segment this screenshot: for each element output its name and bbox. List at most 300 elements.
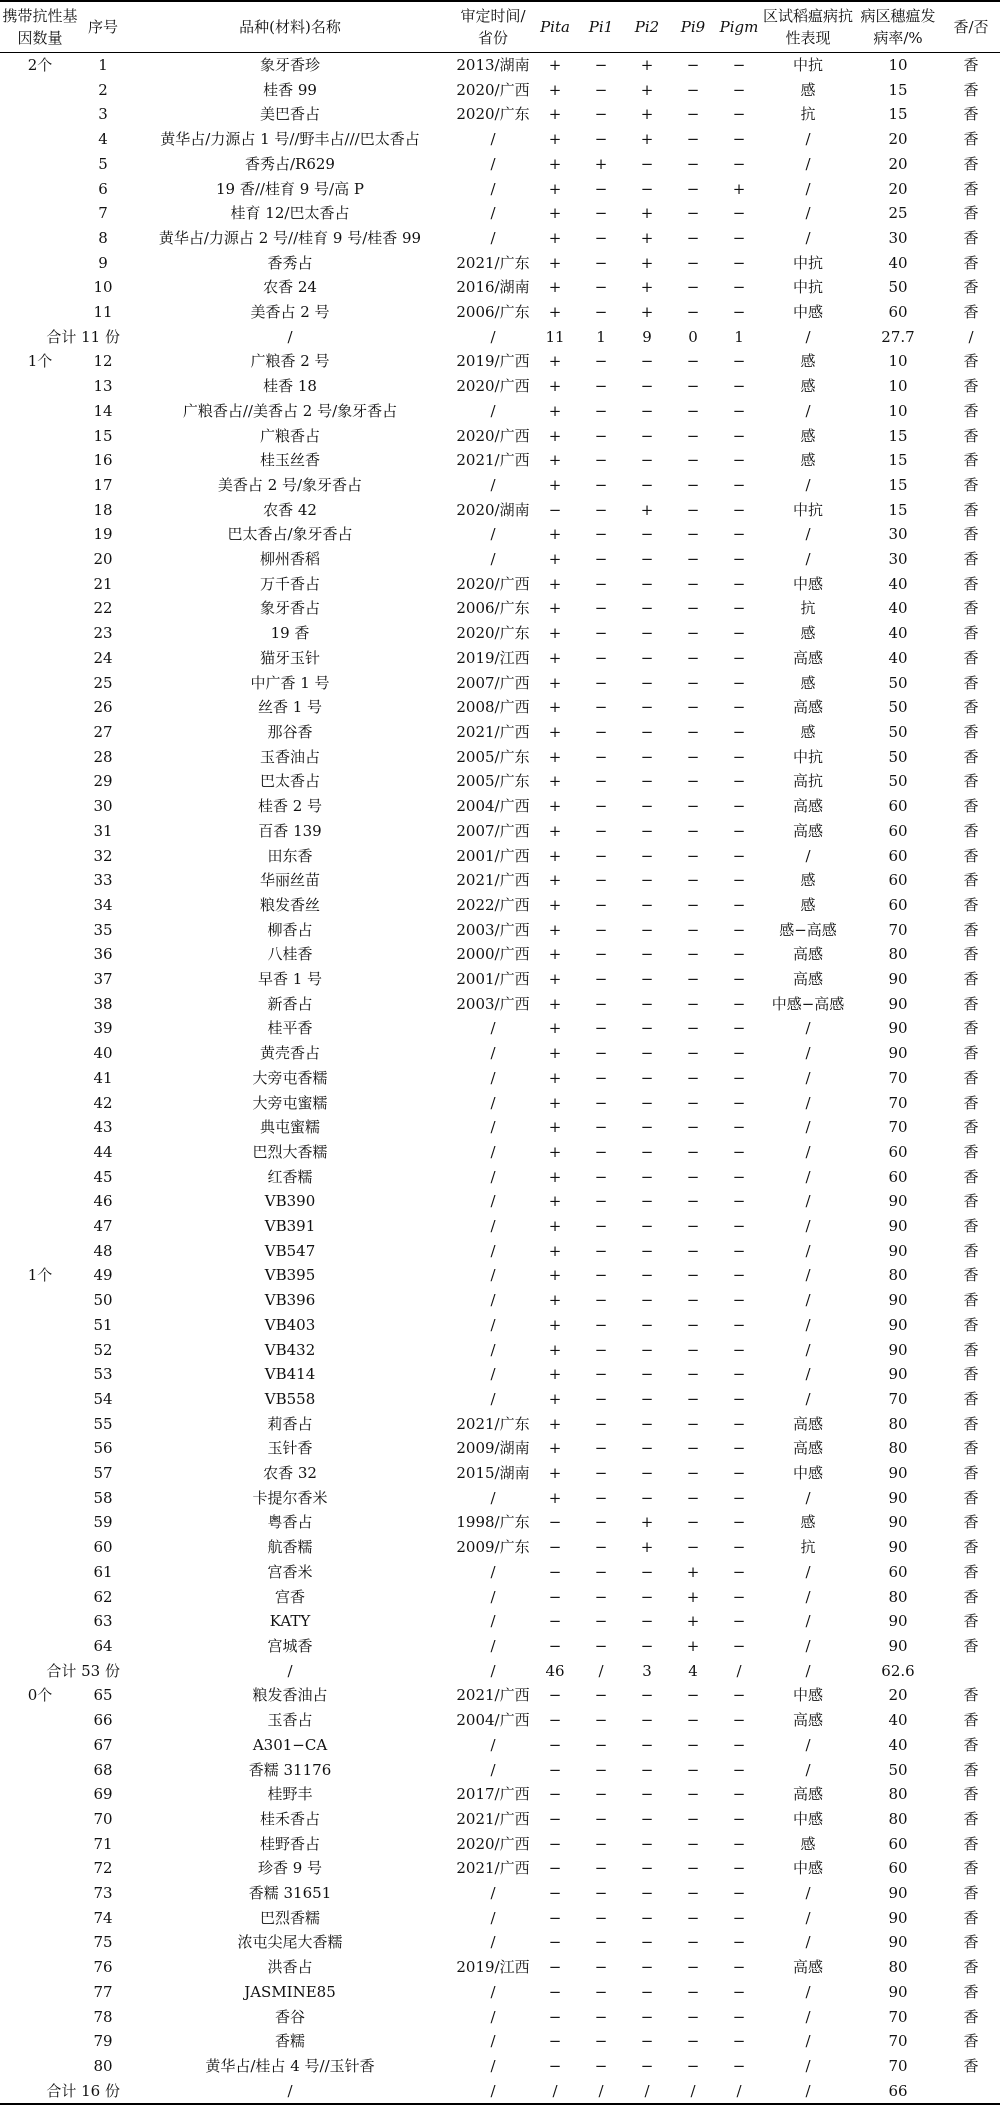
pi1-cell: − bbox=[594, 1587, 608, 1606]
serial-number-cell: 2 bbox=[98, 80, 108, 99]
pi2-cell: − bbox=[640, 377, 654, 396]
pi9-cell: − bbox=[686, 945, 700, 964]
approval-year-province: / bbox=[490, 1488, 496, 1507]
pita-cell: 11 bbox=[545, 327, 565, 346]
pi2-cell: − bbox=[640, 179, 654, 198]
gene-count-cell bbox=[0, 695, 80, 720]
pi1-cell: − bbox=[594, 1389, 608, 1408]
incidence-cell: 20 bbox=[888, 179, 908, 198]
gene-count-cell bbox=[0, 745, 80, 770]
blast-resistance-cell: 感 bbox=[800, 377, 816, 396]
pita-cell: + bbox=[548, 80, 562, 99]
blast-resistance-cell: 中感 bbox=[792, 303, 823, 322]
pita-cell: + bbox=[548, 228, 562, 247]
serial-number-cell: 29 bbox=[93, 772, 113, 791]
variety-name: VB391 bbox=[264, 1217, 316, 1236]
variety-name: 巴太香占 bbox=[259, 772, 320, 791]
incidence-cell: 30 bbox=[888, 550, 908, 569]
fragrance-cell: / bbox=[968, 327, 974, 346]
incidence-cell: 70 bbox=[888, 1068, 908, 1087]
pi2-cell: − bbox=[640, 599, 654, 618]
variety-name: 猫牙玉针 bbox=[259, 648, 320, 667]
variety-name: 丝香 1 号 bbox=[257, 698, 323, 717]
approval-year-province: / bbox=[490, 1118, 496, 1137]
variety-name: / bbox=[126, 2079, 454, 2105]
fragrance-cell: 香 bbox=[963, 1389, 979, 1408]
pi2-cell: − bbox=[640, 1562, 654, 1581]
fragrance-cell: 香 bbox=[963, 945, 979, 964]
approval-year-province: 2001/广西 bbox=[456, 846, 530, 865]
serial-number-cell: 54 bbox=[93, 1389, 113, 1408]
pi2-cell: − bbox=[640, 722, 654, 741]
table-row bbox=[0, 1239, 1000, 1264]
table-row bbox=[0, 498, 1000, 523]
blast-resistance-cell: / bbox=[805, 1019, 811, 1038]
gene-count-cell bbox=[0, 1807, 80, 1832]
incidence-cell: 90 bbox=[888, 1513, 908, 1532]
incidence-cell: 80 bbox=[888, 1587, 908, 1606]
blast-resistance-cell: / bbox=[805, 204, 811, 223]
gene-count-cell bbox=[0, 572, 80, 597]
fragrance-cell: 香 bbox=[963, 871, 979, 890]
fragrance-cell: 香 bbox=[963, 994, 979, 1013]
pi2-cell: − bbox=[640, 1068, 654, 1087]
pi2-cell: − bbox=[640, 1019, 654, 1038]
variety-name: VB432 bbox=[264, 1340, 316, 1359]
serial-number-cell: 61 bbox=[93, 1562, 113, 1581]
pi2-cell: − bbox=[640, 920, 654, 939]
pi1-cell: − bbox=[594, 253, 608, 272]
blast-resistance-cell: 感 bbox=[800, 871, 816, 890]
incidence-cell: 30 bbox=[888, 228, 908, 247]
variety-name: 桂野丰 bbox=[267, 1785, 313, 1804]
serial-number-cell: 78 bbox=[93, 2007, 113, 2026]
fragrance-cell: 香 bbox=[963, 624, 979, 643]
pigm-cell: − bbox=[732, 500, 746, 519]
blast-resistance-cell: / bbox=[805, 2056, 811, 2075]
subtotal-row bbox=[0, 2079, 1000, 2105]
incidence-cell: 90 bbox=[888, 1933, 908, 1952]
pigm-cell: − bbox=[732, 525, 746, 544]
blast-resistance-cell: 高感 bbox=[792, 698, 823, 717]
pi2-cell: + bbox=[640, 56, 654, 74]
serial-number-cell: 39 bbox=[93, 1019, 113, 1038]
pi1-cell: − bbox=[594, 80, 608, 99]
fragrance-cell: 香 bbox=[963, 550, 979, 569]
incidence-cell: 80 bbox=[888, 1439, 908, 1458]
pita-cell: + bbox=[548, 747, 562, 766]
gene-count-cell bbox=[0, 844, 80, 869]
pi9-cell: − bbox=[686, 624, 700, 643]
blast-resistance-cell: 抗 bbox=[800, 1538, 816, 1557]
incidence-cell: 90 bbox=[888, 1908, 908, 1927]
pita-cell: − bbox=[548, 1834, 562, 1853]
incidence-cell: 50 bbox=[888, 722, 908, 741]
pi1-cell: − bbox=[594, 1019, 608, 1038]
pita-cell: − bbox=[548, 1686, 562, 1705]
pi9-cell: − bbox=[686, 1291, 700, 1310]
variety-name: 美香占 2 号/象牙香占 bbox=[217, 475, 363, 494]
incidence-cell: 10 bbox=[888, 56, 908, 74]
approval-year-province: / bbox=[490, 130, 496, 149]
serial-number-cell: 27 bbox=[93, 722, 113, 741]
pi9-cell: − bbox=[686, 574, 700, 593]
blast-resistance-cell: / bbox=[805, 1637, 811, 1655]
pigm-cell: − bbox=[732, 1637, 746, 1655]
variety-name: 广粮香占//美香占 2 号/象牙香占 bbox=[182, 401, 398, 420]
blast-resistance-cell: 抗 bbox=[800, 105, 816, 124]
fragrance-cell: 香 bbox=[963, 1142, 979, 1161]
pi1-cell: − bbox=[594, 1785, 608, 1804]
approval-year-province: 2009/湖南 bbox=[456, 1439, 530, 1458]
fragrance-cell: 香 bbox=[963, 1735, 979, 1754]
approval-year-province: / bbox=[490, 1562, 496, 1581]
approval-year-province: 1998/广东 bbox=[456, 1513, 530, 1532]
blast-resistance-cell: 中抗 bbox=[792, 278, 823, 297]
pi1-cell: − bbox=[594, 1760, 608, 1779]
blast-resistance-cell: 高感 bbox=[792, 970, 823, 989]
pita-cell: + bbox=[548, 1217, 562, 1236]
serial-number-cell: 80 bbox=[93, 2056, 113, 2075]
pi1-cell: − bbox=[594, 2056, 608, 2075]
pita-cell: − bbox=[548, 2007, 562, 2026]
pi9-cell: − bbox=[686, 1365, 700, 1384]
pi1-cell: − bbox=[594, 673, 608, 692]
variety-name: 美香占 2 号 bbox=[250, 303, 330, 322]
pi1-cell: − bbox=[594, 920, 608, 939]
pigm-cell: − bbox=[732, 1044, 746, 1063]
pi1-cell: − bbox=[594, 451, 608, 470]
pi9-cell: − bbox=[686, 401, 700, 420]
pi2-cell: 3 bbox=[642, 1661, 652, 1680]
blast-resistance-cell: 高感 bbox=[792, 1439, 823, 1458]
table-row bbox=[0, 893, 1000, 918]
variety-name: 黄华占/力源占 1 号//野丰占///巴太香占 bbox=[160, 130, 420, 149]
variety-name: 玉香占 bbox=[267, 1711, 313, 1730]
header-blast-resistance: 区试稻瘟病抗性表现 bbox=[762, 1, 854, 53]
table-row bbox=[0, 1758, 1000, 1783]
pi1-cell: − bbox=[594, 1686, 608, 1705]
table-row bbox=[0, 1091, 1000, 1116]
incidence-cell: 90 bbox=[888, 1241, 908, 1260]
table-row bbox=[0, 1955, 1000, 1980]
header-variety-name: 品种(材料)名称 bbox=[126, 1, 454, 53]
pi1-cell: − bbox=[594, 1488, 608, 1507]
fragrance-cell: 香 bbox=[963, 772, 979, 791]
pi9-cell: − bbox=[686, 1340, 700, 1359]
pi2-cell: − bbox=[640, 1686, 654, 1705]
table-row bbox=[0, 621, 1000, 646]
pigm-cell: − bbox=[732, 303, 746, 322]
pi2-cell: − bbox=[640, 1118, 654, 1137]
pi9-cell: − bbox=[686, 2032, 700, 2051]
pita-cell: + bbox=[548, 1044, 562, 1063]
table-row bbox=[0, 226, 1000, 251]
fragrance-cell bbox=[942, 1659, 1000, 1684]
pita-cell: − bbox=[548, 1735, 562, 1754]
pi9-cell: − bbox=[686, 154, 700, 173]
incidence-cell: 60 bbox=[888, 846, 908, 865]
serial-number-cell: 1 bbox=[98, 56, 108, 74]
pigm-cell: 1 bbox=[734, 327, 744, 346]
approval-year-province: 2017/广西 bbox=[456, 1785, 530, 1804]
table-row bbox=[0, 745, 1000, 770]
pita-cell: + bbox=[548, 1192, 562, 1211]
pi2-cell: − bbox=[640, 772, 654, 791]
pi1-cell: − bbox=[594, 970, 608, 989]
approval-year-province: / bbox=[490, 1266, 496, 1285]
pita-cell: + bbox=[548, 475, 562, 494]
table-row bbox=[0, 1634, 1000, 1659]
pi9-cell: − bbox=[686, 550, 700, 569]
gene-count-cell bbox=[0, 1733, 80, 1758]
blast-resistance-cell: / bbox=[805, 1389, 811, 1408]
blast-resistance-cell: 抗 bbox=[800, 599, 816, 618]
serial-number-cell: 56 bbox=[93, 1439, 113, 1458]
serial-number-cell: 3 bbox=[98, 105, 108, 124]
fragrance-cell: 香 bbox=[963, 1760, 979, 1779]
gene-count-cell bbox=[0, 424, 80, 449]
gene-count-cell bbox=[0, 1634, 80, 1659]
blast-resistance-cell: / bbox=[805, 1760, 811, 1779]
blast-resistance-cell: / bbox=[805, 1266, 811, 1285]
gene-count-cell: 2个 bbox=[27, 56, 53, 74]
table-row bbox=[0, 844, 1000, 869]
pi2-cell: + bbox=[640, 204, 654, 223]
pi1-cell: − bbox=[594, 1538, 608, 1557]
fragrance-cell: 香 bbox=[963, 1093, 979, 1112]
pi1-cell: − bbox=[594, 377, 608, 396]
fragrance-cell: 香 bbox=[963, 1291, 979, 1310]
table-row bbox=[0, 572, 1000, 597]
variety-name: 香秀占/R629 bbox=[245, 154, 335, 173]
gene-count-cell bbox=[0, 1856, 80, 1881]
table-row bbox=[0, 695, 1000, 720]
pita-cell: + bbox=[548, 821, 562, 840]
pi2-cell: − bbox=[640, 1389, 654, 1408]
blast-resistance-cell: 中感 bbox=[792, 1686, 823, 1705]
variety-name: 香糯 31651 bbox=[248, 1884, 332, 1903]
incidence-cell: 25 bbox=[888, 204, 908, 223]
pi9-cell: − bbox=[686, 2007, 700, 2026]
variety-name: 桂育 12/巴太香占 bbox=[230, 204, 350, 223]
pigm-cell: − bbox=[732, 204, 746, 223]
pi9-cell: − bbox=[686, 1315, 700, 1334]
table-row bbox=[0, 1165, 1000, 1190]
pi1-cell: − bbox=[594, 1884, 608, 1903]
serial-number-cell: 8 bbox=[98, 228, 108, 247]
pita-cell: + bbox=[548, 871, 562, 890]
header-panicle-blast-incidence: 病区穗瘟发病率/% bbox=[854, 1, 942, 53]
incidence-cell: 90 bbox=[888, 1192, 908, 1211]
variety-name: 象牙香珍 bbox=[259, 56, 320, 74]
pi2-cell: + bbox=[640, 80, 654, 99]
approval-year-province: / bbox=[490, 475, 496, 494]
approval-year-province: 2003/广西 bbox=[456, 994, 530, 1013]
blast-resistance-cell: / bbox=[805, 1167, 811, 1186]
pi1-cell: − bbox=[594, 1464, 608, 1483]
pi9-cell: − bbox=[686, 1241, 700, 1260]
approval-year-province: 2016/湖南 bbox=[456, 278, 530, 297]
pita-cell: + bbox=[548, 1241, 562, 1260]
blast-resistance-cell: / bbox=[805, 1068, 811, 1087]
pi1-cell: − bbox=[594, 698, 608, 717]
fragrance-cell: 香 bbox=[963, 179, 979, 198]
fragrance-cell: 香 bbox=[963, 1958, 979, 1977]
incidence-cell: 50 bbox=[888, 772, 908, 791]
blast-resistance-cell: / bbox=[805, 1562, 811, 1581]
approval-year-province: / bbox=[490, 1044, 496, 1063]
gene-count-cell bbox=[0, 819, 80, 844]
pi9-cell: − bbox=[686, 1192, 700, 1211]
variety-name: 洪香占 bbox=[267, 1958, 313, 1977]
blast-resistance-cell: / bbox=[805, 1142, 811, 1161]
blast-resistance-cell: 中抗 bbox=[792, 56, 823, 74]
variety-name: 桂香 99 bbox=[263, 80, 317, 99]
pita-cell: + bbox=[548, 920, 562, 939]
serial-number-cell: 60 bbox=[93, 1538, 113, 1557]
pi1-cell: − bbox=[594, 525, 608, 544]
approval-year-province: 2004/广西 bbox=[456, 1711, 530, 1730]
gene-count-cell bbox=[0, 498, 80, 523]
pigm-cell: − bbox=[732, 2007, 746, 2026]
approval-year-province: 2021/广西 bbox=[456, 1859, 530, 1878]
pita-cell: + bbox=[548, 179, 562, 198]
pita-cell: 46 bbox=[545, 1661, 565, 1680]
serial-number-cell: 72 bbox=[93, 1859, 113, 1878]
serial-number-cell: 70 bbox=[93, 1809, 113, 1828]
gene-count-cell bbox=[0, 1387, 80, 1412]
pi1-cell: − bbox=[594, 1982, 608, 2001]
incidence-cell: 70 bbox=[888, 1389, 908, 1408]
approval-year-province: 2007/广西 bbox=[456, 673, 530, 692]
pi2-cell: − bbox=[640, 1859, 654, 1878]
pita-cell: + bbox=[548, 130, 562, 149]
gene-count-cell bbox=[0, 1338, 80, 1363]
fragrance-cell: 香 bbox=[963, 1785, 979, 1804]
pi1-cell: − bbox=[594, 722, 608, 741]
blast-resistance-cell: / bbox=[805, 1217, 811, 1236]
gene-count-cell bbox=[0, 374, 80, 399]
pigm-cell: − bbox=[732, 228, 746, 247]
serial-number-cell: 16 bbox=[93, 451, 113, 470]
incidence-cell: 62.6 bbox=[881, 1661, 915, 1680]
pi9-cell: − bbox=[686, 1982, 700, 2001]
blast-resistance-cell: / bbox=[805, 401, 811, 420]
pi9-cell: / bbox=[670, 2079, 716, 2105]
variety-name: VB396 bbox=[264, 1291, 316, 1310]
pita-cell: + bbox=[548, 525, 562, 544]
serial-number-cell: 9 bbox=[98, 253, 108, 272]
serial-number-cell: 76 bbox=[93, 1958, 113, 1977]
pi9-cell: − bbox=[686, 994, 700, 1013]
gene-count-cell bbox=[0, 275, 80, 300]
pi9-cell: − bbox=[686, 1068, 700, 1087]
pi9-cell: − bbox=[686, 1044, 700, 1063]
fragrance-cell: 香 bbox=[963, 846, 979, 865]
pi2-cell: − bbox=[640, 1587, 654, 1606]
gene-count-cell bbox=[0, 1980, 80, 2005]
fragrance-cell: 香 bbox=[963, 1711, 979, 1730]
variety-name: 粮发香油占 bbox=[252, 1686, 328, 1705]
gene-count-cell bbox=[0, 1930, 80, 1955]
pi9-cell: − bbox=[686, 1908, 700, 1927]
pi1-cell: − bbox=[594, 1142, 608, 1161]
approval-year-province: / bbox=[490, 1217, 496, 1236]
variety-name: VB390 bbox=[264, 1192, 316, 1211]
pi9-cell: − bbox=[686, 377, 700, 396]
blast-resistance-cell: / bbox=[805, 179, 811, 198]
table-row bbox=[0, 1585, 1000, 1610]
table-row bbox=[0, 251, 1000, 276]
serial-number-cell: 5 bbox=[98, 154, 108, 173]
approval-year-province: 2020/广东 bbox=[456, 624, 530, 643]
pi1-cell: − bbox=[594, 1365, 608, 1384]
pi9-cell: − bbox=[686, 303, 700, 322]
pigm-cell: − bbox=[732, 426, 746, 445]
incidence-cell: 15 bbox=[888, 426, 908, 445]
gene-count-cell bbox=[0, 1066, 80, 1091]
pi2-cell: − bbox=[640, 1414, 654, 1433]
blast-resistance-cell: / bbox=[805, 1884, 811, 1903]
blast-resistance-cell: / bbox=[805, 2032, 811, 2051]
fragrance-cell: 香 bbox=[963, 2032, 979, 2051]
blast-resistance-cell: 中抗 bbox=[792, 747, 823, 766]
fragrance-cell: 香 bbox=[963, 401, 979, 420]
variety-name: 桂禾香占 bbox=[259, 1809, 320, 1828]
pi9-cell: − bbox=[686, 204, 700, 223]
serial-number-cell: 57 bbox=[93, 1464, 113, 1483]
pigm-cell: − bbox=[732, 648, 746, 667]
incidence-cell: 10 bbox=[888, 352, 908, 371]
pi9-cell: − bbox=[686, 895, 700, 914]
variety-name: VB558 bbox=[264, 1389, 316, 1408]
blast-resistance-cell: 中感−高感 bbox=[771, 994, 845, 1013]
pi1-cell: − bbox=[594, 204, 608, 223]
serial-number-cell: 44 bbox=[93, 1142, 113, 1161]
serial-number-cell: 66 bbox=[93, 1711, 113, 1730]
gene-count-cell bbox=[0, 794, 80, 819]
variety-name: / bbox=[287, 327, 293, 346]
blast-resistance-cell: / bbox=[805, 1291, 811, 1310]
pi9-cell: − bbox=[686, 1142, 700, 1161]
pi2-cell: − bbox=[640, 1711, 654, 1730]
table-row bbox=[0, 1214, 1000, 1239]
serial-number-cell: 37 bbox=[93, 970, 113, 989]
serial-number-cell: 18 bbox=[93, 500, 113, 519]
pita-cell: + bbox=[548, 1488, 562, 1507]
pi9-cell: + bbox=[686, 1587, 700, 1606]
table-header bbox=[0, 1, 1000, 53]
pita-cell: − bbox=[548, 1760, 562, 1779]
subtotal-label: 合计 53 份 bbox=[46, 1661, 120, 1680]
serial-number-cell: 63 bbox=[93, 1612, 113, 1631]
pita-cell: + bbox=[548, 377, 562, 396]
pita-cell: − bbox=[548, 1538, 562, 1557]
pi2-cell: + bbox=[640, 105, 654, 124]
pi2-cell: − bbox=[640, 525, 654, 544]
gene-count-cell bbox=[0, 102, 80, 127]
blast-resistance-cell: / bbox=[805, 1365, 811, 1384]
fragrance-cell: 香 bbox=[963, 1019, 979, 1038]
table-row bbox=[0, 2029, 1000, 2054]
pi2-cell: − bbox=[640, 401, 654, 420]
variety-name: VB414 bbox=[264, 1365, 316, 1384]
incidence-cell: 80 bbox=[888, 945, 908, 964]
incidence-cell: 50 bbox=[888, 747, 908, 766]
pita-cell: + bbox=[548, 1167, 562, 1186]
fragrance-cell: 香 bbox=[963, 525, 979, 544]
